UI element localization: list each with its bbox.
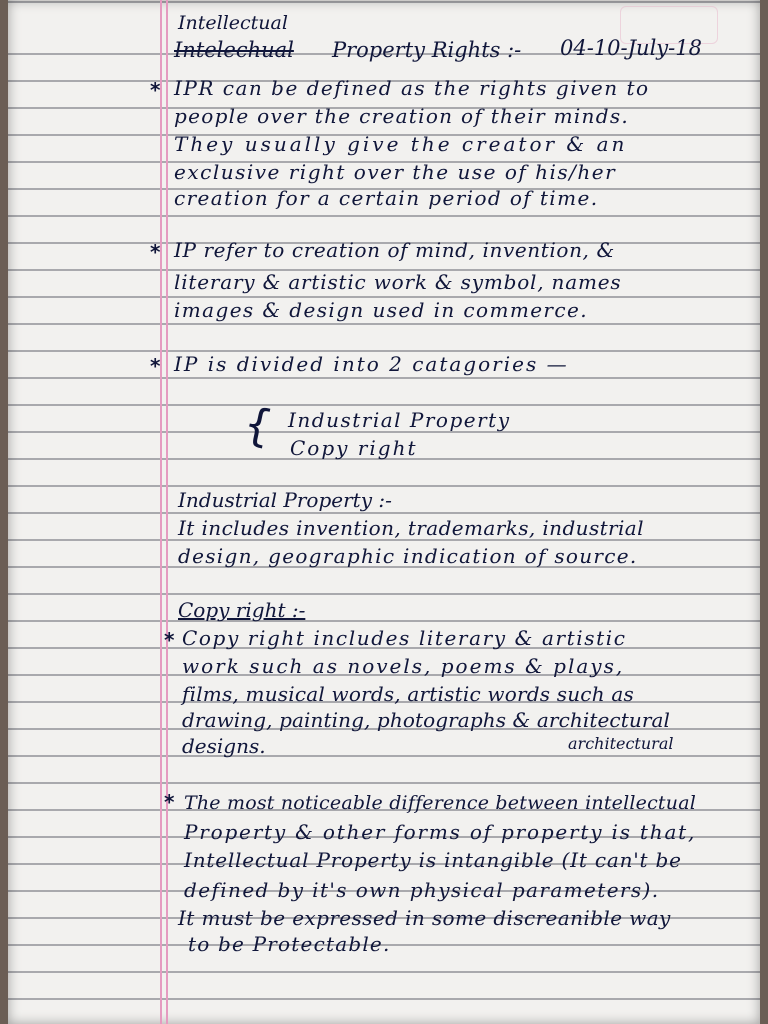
bullet: * — [150, 78, 161, 102]
para1-line-2: people over the creation of their minds. — [174, 104, 630, 128]
para3-line: IP is divided into 2 catagories — — [174, 352, 569, 376]
industrial-line-1: It includes invention, trademarks, industrial — [178, 516, 644, 540]
bullet: * — [164, 790, 175, 814]
copyright-line-4: drawing, painting, photographs & architectural — [182, 708, 671, 732]
copyright-line-1: Copy right includes literary & artistic — [182, 626, 627, 650]
copyright-heading: Copy right :- — [178, 598, 306, 622]
category-2: Copy right — [290, 436, 418, 460]
copyright-line-2: work such as novels, poems & plays, — [182, 654, 625, 678]
copyright-line-3: films, musical words, artistic words such as — [182, 682, 634, 706]
para1-line-1: IPR can be defined as the rights given to — [174, 76, 650, 100]
difference-line-5: It must be expressed in some discreanible way — [178, 906, 671, 930]
para1-line-5: creation for a certain period of time. — [174, 186, 599, 210]
margin-line — [160, 0, 162, 1024]
category-1: Industrial Property — [288, 408, 511, 432]
industrial-line-2: design, geographic indication of source. — [178, 544, 638, 568]
difference-line-1: The most noticeable difference between intellectual — [184, 792, 697, 814]
para1-line-4: exclusive right over the use of his/her — [174, 160, 617, 184]
margin-line — [166, 0, 168, 1024]
title-rest: Property Rights :- — [332, 38, 522, 62]
copyright-correction: architectural — [568, 734, 674, 753]
notebook-page — [8, 0, 760, 1024]
para2-line-2: literary & artistic work & symbol, names — [174, 270, 622, 294]
category-brace: { — [239, 397, 278, 454]
difference-line-2: Property & other forms of property is that, — [184, 820, 697, 844]
para1-line-3: They usually give the creator & an — [174, 132, 628, 156]
bullet: * — [150, 240, 161, 264]
bullet: * — [164, 628, 175, 652]
para2-line-1: IP refer to creation of mind, invention, & — [174, 238, 615, 262]
industrial-heading: Industrial Property :- — [178, 488, 392, 512]
bullet: * — [150, 354, 161, 378]
title-word-above: Intellectual — [178, 12, 288, 34]
difference-line-4: defined by it's own physical parameters). — [184, 878, 660, 902]
title-date: 04-10-July-18 — [560, 36, 702, 60]
difference-line-3: Intellectual Property is intangible (It can't be — [184, 848, 682, 872]
title-struck-word: Intelechual — [174, 38, 294, 62]
difference-line-6: to be Protectable. — [188, 932, 391, 956]
copyright-line-5: designs. — [182, 734, 266, 758]
para2-line-3: images & design used in commerce. — [174, 298, 588, 322]
